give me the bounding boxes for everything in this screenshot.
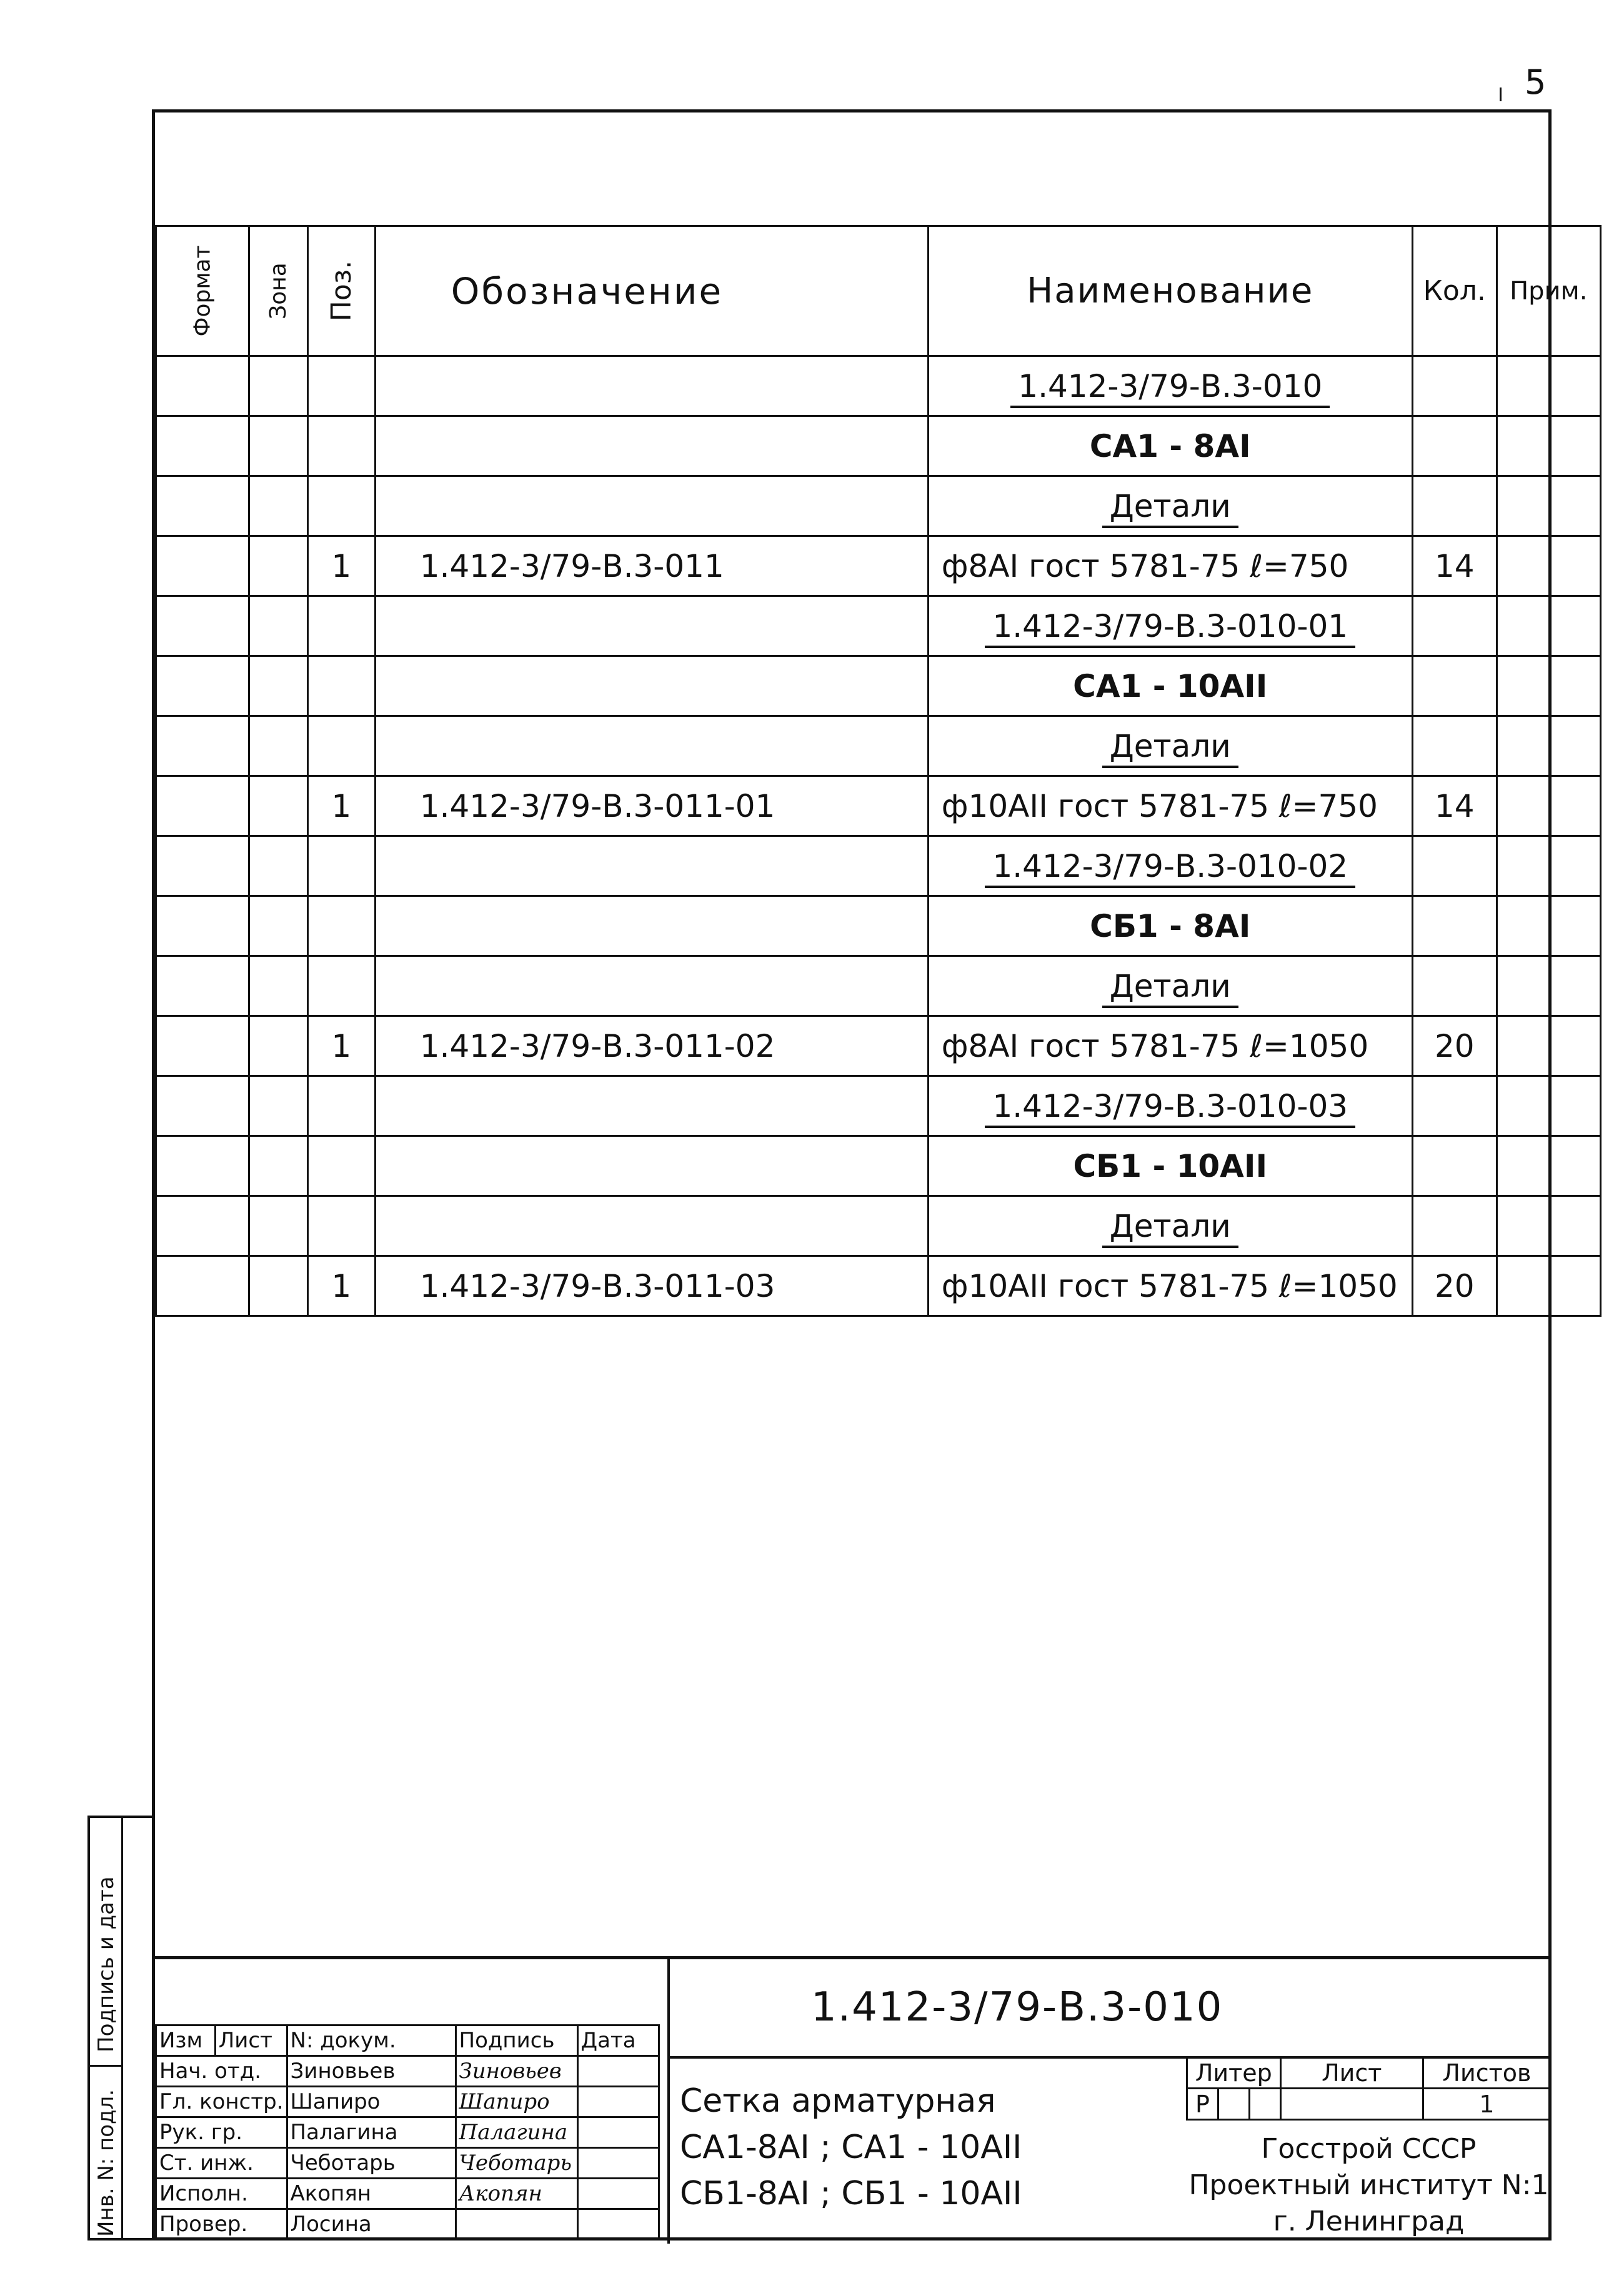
approval-signature: Палагина — [456, 2117, 577, 2147]
spec-row — [156, 836, 1601, 896]
approval-header-sign: Подпись — [456, 2025, 577, 2056]
spec-cell-note — [1497, 476, 1600, 536]
header-zone: Зона — [249, 226, 308, 356]
spec-cell-zone — [249, 1196, 308, 1256]
spec-cell-note — [1497, 776, 1600, 836]
spec-cell-format — [156, 1076, 249, 1136]
specification-table — [155, 225, 1602, 1317]
spec-name-text: 1.412-3/79-В.3-010-02 — [985, 848, 1355, 888]
spec-name-text: Детали — [1102, 728, 1238, 768]
approval-date — [577, 2086, 659, 2117]
document-code: 1.412-3/79-В.3-010 — [811, 1984, 1223, 2031]
spec-cell-qty: 14 — [1412, 536, 1497, 596]
spec-cell-note — [1497, 356, 1600, 416]
spec-cell-format — [156, 1256, 249, 1316]
spec-cell-pos: 1 — [307, 536, 375, 596]
spec-row — [156, 1256, 1601, 1316]
spec-cell-pos — [307, 716, 375, 776]
spec-cell-name: ф8АI гост 5781-75 ℓ=1050 — [928, 1016, 1412, 1076]
spec-cell-designation — [375, 656, 928, 716]
spec-cell-note — [1497, 416, 1600, 476]
approval-role: Нач. отд. — [156, 2056, 287, 2086]
approval-signature: Шапиро — [456, 2086, 577, 2117]
spec-cell-format — [156, 356, 249, 416]
spec-cell-zone — [249, 356, 308, 416]
spec-cell-qty — [1412, 656, 1497, 716]
approval-signature: Чеботарь — [456, 2147, 577, 2178]
approval-header-date: Дата — [577, 2025, 659, 2056]
spec-cell-pos: 1 — [307, 1256, 375, 1316]
spec-cell-zone — [249, 1016, 308, 1076]
spec-row — [156, 1136, 1601, 1196]
spec-cell-pos — [307, 1196, 375, 1256]
header-qty: Кол. — [1412, 226, 1497, 356]
spec-cell-name — [928, 1196, 1412, 1256]
organization-line: Госстрой СССР — [1261, 2133, 1477, 2165]
spec-row — [156, 656, 1601, 716]
spec-row — [156, 716, 1601, 776]
spec-cell-note — [1497, 1136, 1600, 1196]
approval-signature: Зиновьев — [456, 2056, 577, 2086]
title-block-divider — [667, 1959, 670, 2244]
spec-cell-qty — [1412, 1196, 1497, 1256]
approval-role: Исполн. — [156, 2178, 287, 2209]
spec-cell-zone — [249, 896, 308, 956]
spec-cell-name — [928, 596, 1412, 656]
spec-name-text: 1.412-3/79-В.3-010-01 — [985, 608, 1355, 648]
approval-header-list: Лист — [215, 2025, 287, 2056]
spec-cell-zone — [249, 956, 308, 1016]
spec-cell-note — [1497, 956, 1600, 1016]
approval-date — [577, 2178, 659, 2209]
spec-name-text: Детали — [1102, 488, 1238, 528]
approval-date — [577, 2147, 659, 2178]
spec-cell-note — [1497, 836, 1600, 896]
spec-cell-qty: 20 — [1412, 1016, 1497, 1076]
organization-line: Проектный институт N:1 — [1188, 2169, 1549, 2201]
approval-name: Чеботарь — [287, 2147, 456, 2178]
spec-header-row — [156, 226, 1601, 356]
spec-cell-format — [156, 416, 249, 476]
spec-cell-note — [1497, 1256, 1600, 1316]
spec-name-text: Детали — [1102, 1208, 1238, 1248]
approval-row — [156, 2147, 659, 2178]
spec-cell-qty — [1412, 716, 1497, 776]
approval-name: Палагина — [287, 2117, 456, 2147]
spec-cell-designation — [375, 956, 928, 1016]
spec-cell-note — [1497, 716, 1600, 776]
spec-row — [156, 1016, 1601, 1076]
organization-line: г. Ленинград — [1273, 2206, 1465, 2237]
spec-cell-qty — [1412, 836, 1497, 896]
spec-cell-name — [928, 716, 1412, 776]
spec-row — [156, 536, 1601, 596]
spec-cell-format — [156, 476, 249, 536]
spec-cell-designation — [375, 356, 928, 416]
spec-cell-name: СБ1 - 8АI — [928, 896, 1412, 956]
approval-role: Ст. инж. — [156, 2147, 287, 2178]
spec-row — [156, 896, 1601, 956]
title-block — [155, 1956, 1552, 2244]
approval-grid — [155, 1959, 660, 2241]
spec-row — [156, 416, 1601, 476]
spec-body — [156, 356, 1601, 1316]
organization — [1186, 2131, 1552, 2240]
drawing-title — [680, 2078, 1022, 2217]
spec-cell-pos — [307, 896, 375, 956]
spec-cell-designation — [375, 1196, 928, 1256]
title-line: Сетка арматурная — [680, 2082, 996, 2120]
spec-cell-pos — [307, 416, 375, 476]
approval-name: Шапиро — [287, 2086, 456, 2117]
spec-cell-name — [928, 956, 1412, 1016]
stage-value-listov: 1 — [1423, 2089, 1550, 2120]
spec-row — [156, 596, 1601, 656]
spec-cell-format — [156, 656, 249, 716]
header-designation: Обозначение — [375, 226, 928, 356]
approval-header-doc: N: докум. — [287, 2025, 456, 2056]
spec-cell-zone — [249, 716, 308, 776]
spec-cell-pos — [307, 836, 375, 896]
spec-row — [156, 476, 1601, 536]
spec-cell-note — [1497, 596, 1600, 656]
stage-header-listov: Листов — [1423, 2057, 1550, 2089]
spec-cell-pos — [307, 956, 375, 1016]
spec-cell-qty — [1412, 416, 1497, 476]
approval-row — [156, 2056, 659, 2086]
spec-cell-designation — [375, 416, 928, 476]
spec-cell-note — [1497, 1076, 1600, 1136]
approval-header-izm: Изм — [156, 2025, 216, 2056]
approval-row — [156, 2178, 659, 2209]
spec-cell-qty — [1412, 596, 1497, 656]
spec-cell-qty: 20 — [1412, 1256, 1497, 1316]
spec-cell-designation: 1.412-3/79-В.3-011-03 — [375, 1256, 928, 1316]
spec-cell-note — [1497, 896, 1600, 956]
spec-name-text: Детали — [1102, 968, 1238, 1008]
spec-cell-designation — [375, 896, 928, 956]
spec-cell-qty — [1412, 1136, 1497, 1196]
side-label-signature: Подпись и дата — [94, 1876, 119, 2052]
spec-cell-pos: 1 — [307, 776, 375, 836]
spec-cell-zone — [249, 1076, 308, 1136]
spec-cell-note — [1497, 1016, 1600, 1076]
spec-cell-designation: 1.412-3/79-В.3-011 — [375, 536, 928, 596]
header-format: Формат — [156, 226, 249, 356]
page-number-tick — [1500, 87, 1502, 101]
spec-cell-qty — [1412, 476, 1497, 536]
spec-cell-designation: 1.412-3/79-В.3-011-01 — [375, 776, 928, 836]
spec-name-text: 1.412-3/79-В.3-010-03 — [985, 1088, 1355, 1128]
spec-row — [156, 956, 1601, 1016]
spec-cell-zone — [249, 536, 308, 596]
spec-cell-note — [1497, 536, 1600, 596]
approval-signature — [456, 2209, 577, 2239]
spec-name-text: 1.412-3/79-В.3-010 — [1010, 368, 1330, 408]
stage-header-liter: Литер — [1187, 2057, 1281, 2089]
approval-header-row — [156, 2025, 659, 2056]
spec-cell-designation — [375, 716, 928, 776]
spec-cell-qty — [1412, 956, 1497, 1016]
spec-cell-zone — [249, 776, 308, 836]
side-label-inventory: Инв. N: подл. — [94, 2089, 119, 2237]
approval-signature: Акопян — [456, 2178, 577, 2209]
spec-cell-name: СА1 - 8АI — [928, 416, 1412, 476]
approval-role: Рук. гр. — [156, 2117, 287, 2147]
title-line: СА1-8АI ; СА1 - 10АII — [680, 2129, 1022, 2166]
spec-cell-zone — [249, 596, 308, 656]
spec-row — [156, 356, 1601, 416]
spec-cell-name: ф10АII гост 5781-75 ℓ=1050 — [928, 1256, 1412, 1316]
stage-table — [1186, 2056, 1552, 2121]
approval-name: Лосина — [287, 2209, 456, 2239]
spec-cell-format — [156, 536, 249, 596]
spec-cell-note — [1497, 1196, 1600, 1256]
stage-header-list: Лист — [1280, 2057, 1423, 2089]
spec-cell-note — [1497, 656, 1600, 716]
spec-cell-name — [928, 356, 1412, 416]
spec-cell-name — [928, 1076, 1412, 1136]
spec-cell-name: ф10АII гост 5781-75 ℓ=750 — [928, 776, 1412, 836]
spec-cell-zone — [249, 1256, 308, 1316]
spec-cell-format — [156, 1196, 249, 1256]
spec-cell-name — [928, 476, 1412, 536]
stage-value-liter: Р — [1187, 2089, 1218, 2120]
spec-cell-pos: 1 — [307, 1016, 375, 1076]
spec-cell-format — [156, 596, 249, 656]
spec-cell-designation: 1.412-3/79-В.3-011-02 — [375, 1016, 928, 1076]
header-name: Наименование — [928, 226, 1412, 356]
spec-cell-designation — [375, 596, 928, 656]
spec-cell-name — [928, 836, 1412, 896]
header-note: Прим. — [1497, 226, 1600, 356]
approval-row — [156, 2117, 659, 2147]
approval-role: Гл. констр. — [156, 2086, 287, 2117]
spec-cell-pos — [307, 476, 375, 536]
spec-cell-zone — [249, 836, 308, 896]
spec-cell-pos — [307, 656, 375, 716]
spec-cell-zone — [249, 1136, 308, 1196]
approval-date — [577, 2117, 659, 2147]
spec-cell-pos — [307, 596, 375, 656]
spec-cell-format — [156, 1136, 249, 1196]
spec-cell-format — [156, 1016, 249, 1076]
title-line: СБ1-8АI ; СБ1 - 10АII — [680, 2175, 1022, 2212]
spec-cell-pos — [307, 1076, 375, 1136]
stage-value-list — [1280, 2089, 1423, 2120]
spec-cell-name: ф8АI гост 5781-75 ℓ=750 — [928, 536, 1412, 596]
approval-row — [156, 2086, 659, 2117]
spec-cell-name: СА1 - 10АII — [928, 656, 1412, 716]
spec-cell-designation — [375, 836, 928, 896]
spec-cell-format — [156, 716, 249, 776]
spec-row — [156, 1196, 1601, 1256]
approval-date — [577, 2209, 659, 2239]
spec-cell-zone — [249, 416, 308, 476]
approval-name: Зиновьев — [287, 2056, 456, 2086]
spec-cell-name: СБ1 - 10АII — [928, 1136, 1412, 1196]
spec-row — [156, 1076, 1601, 1136]
spec-cell-designation — [375, 476, 928, 536]
spec-cell-designation — [375, 1076, 928, 1136]
spec-cell-format — [156, 836, 249, 896]
approval-date — [577, 2056, 659, 2086]
spec-cell-format — [156, 956, 249, 1016]
spec-cell-zone — [249, 656, 308, 716]
approval-row — [156, 2209, 659, 2239]
spec-cell-pos — [307, 356, 375, 416]
spec-row — [156, 776, 1601, 836]
spec-cell-format — [156, 896, 249, 956]
spec-cell-pos — [307, 1136, 375, 1196]
header-pos: Поз. — [307, 226, 375, 356]
spec-cell-qty — [1412, 356, 1497, 416]
approval-people — [156, 2056, 659, 2239]
approval-role: Провер. — [156, 2209, 287, 2239]
spec-cell-qty — [1412, 896, 1497, 956]
spec-cell-format — [156, 776, 249, 836]
spec-cell-designation — [375, 1136, 928, 1196]
spec-cell-zone — [249, 476, 308, 536]
spec-cell-qty: 14 — [1412, 776, 1497, 836]
side-stamp — [87, 1816, 152, 2241]
approval-name: Акопян — [287, 2178, 456, 2209]
page-number: 5 — [1525, 62, 1547, 102]
spec-cell-qty — [1412, 1076, 1497, 1136]
